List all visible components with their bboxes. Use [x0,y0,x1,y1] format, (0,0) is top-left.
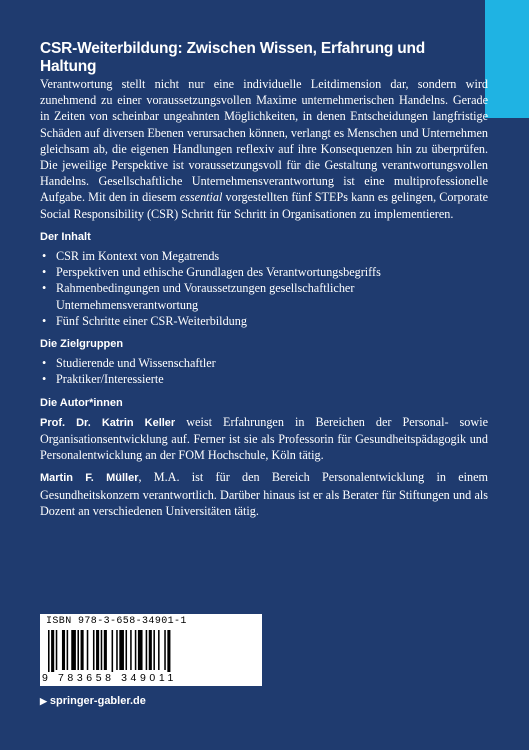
barcode-bar [153,630,155,670]
book-title: CSR-Weiterbildung: Zwischen Wissen, Erfahrung und Haltung [40,40,426,75]
barcode-bar [126,630,128,670]
barcode-bar [67,630,69,670]
author-bio-mueller: Martin F. Müller, M.A. ist für den Bereich Personalentwicklung in einem Gesundheitskonzern verantwortlich. Darüber hinaus ist er als Berater für Stiftungen und als Dozent an verschiedenen Universitäten tätig. [40,470,488,518]
author-name: Prof. Dr. Katrin Keller [40,416,176,429]
accent-bar [485,0,529,118]
arrow-right-icon: ▶ [40,696,47,706]
barcode-bar [96,630,99,670]
inhalt-heading: Der Inhalt [40,230,91,243]
barcode-bar [81,630,84,670]
barcode-bar [116,630,118,670]
barcode-bar [138,630,143,670]
barcode-bar [51,630,54,672]
barcode-graphic [48,630,254,672]
author-bio-keller: Prof. Dr. Katrin Keller weist Erfahrungen in Bereichen der Personal- sowie Organisationsentwicklung auf. Ferner ist sie als Professorin für Gesundheitspädagogik und Personalentwicklung an der FOM Hochschule, Köln tätig. [40,414,488,463]
isbn-label: ISBN 978-3-658-34901-1 [46,616,187,627]
list-item: • Praktiker/Interessierte [40,371,488,387]
zielgruppen-heading: Die Zielgruppen [40,338,124,351]
list-item: • Fünf Schritte einer CSR-Weiterbildung [40,313,488,329]
publisher-link[interactable]: ▶ springer-gabler.de [40,695,146,707]
list-item: • Rahmenbedingungen und Voraussetzungen gesellschaftlicher Unternehmensverantwortung [40,280,488,312]
barcode-bar [104,630,107,670]
barcode-bar [112,630,114,672]
isbn-barcode [40,614,262,686]
author-name: Martin F. Müller [40,472,139,485]
intro-paragraph: Verantwortung stellt nicht nur eine individuelle Leitdimension dar, sondern wird zunehmend zu einer voraussetzungsvollen Maxime unternehmerischen Handelns. Gerade in Zeiten von scheinbar ungeahnten Möglichkeiten, in denen Entscheidungen langfristige Schäden auf diversen Ebenen verursachen können, verlangt es Menschen und Unternehmen gleichsam ab, die eigenen Handlungen reflexiv auf ihre Konsequenzen hin zu überprüfen. Die jeweilige Perspektive ist voraussetzungsvoll für die Gestaltung verantwortungsvollen Handelns. Gesellschaftliche Unternehmensverantwortung ist eine multiprofessionelle Aufgabe. Mit den in diesem essential vorgestellten fünf STEPs kann es gelingen, Corporate Social Responsibility (CSR) Schritt für Schritt in Organisationen zu implementieren. [40,77,488,221]
barcode-bar [135,630,137,670]
barcode-bar [101,630,103,670]
barcode-bar [93,630,95,670]
barcode-bar [146,630,148,670]
barcode-bar [119,630,124,670]
ean-digits: 9 783658 349011 [42,672,177,684]
barcode-bar [48,630,50,672]
barcode-bar [130,630,132,670]
barcode-bar [56,630,58,670]
barcode-bar [87,630,89,670]
barcode-bar [167,630,170,672]
barcode-bar [71,630,76,670]
list-item: • CSR im Kontext von Megatrends [40,248,488,264]
list-item: • Perspektiven und ethische Grundlagen des Verantwortungsbegriffs [40,264,488,280]
back-cover-text [40,76,488,519]
list-item: • Studierende und Wissenschaftler [40,355,488,371]
inhalt-list [40,248,488,329]
autoren-heading: Die Autor*innen [40,396,123,409]
barcode-bar [77,630,79,670]
barcode-bar [158,630,160,670]
barcode-bar [149,630,152,670]
zielgruppen-list [40,355,488,387]
barcode-bar [62,630,65,670]
barcode-bar [164,630,166,670]
